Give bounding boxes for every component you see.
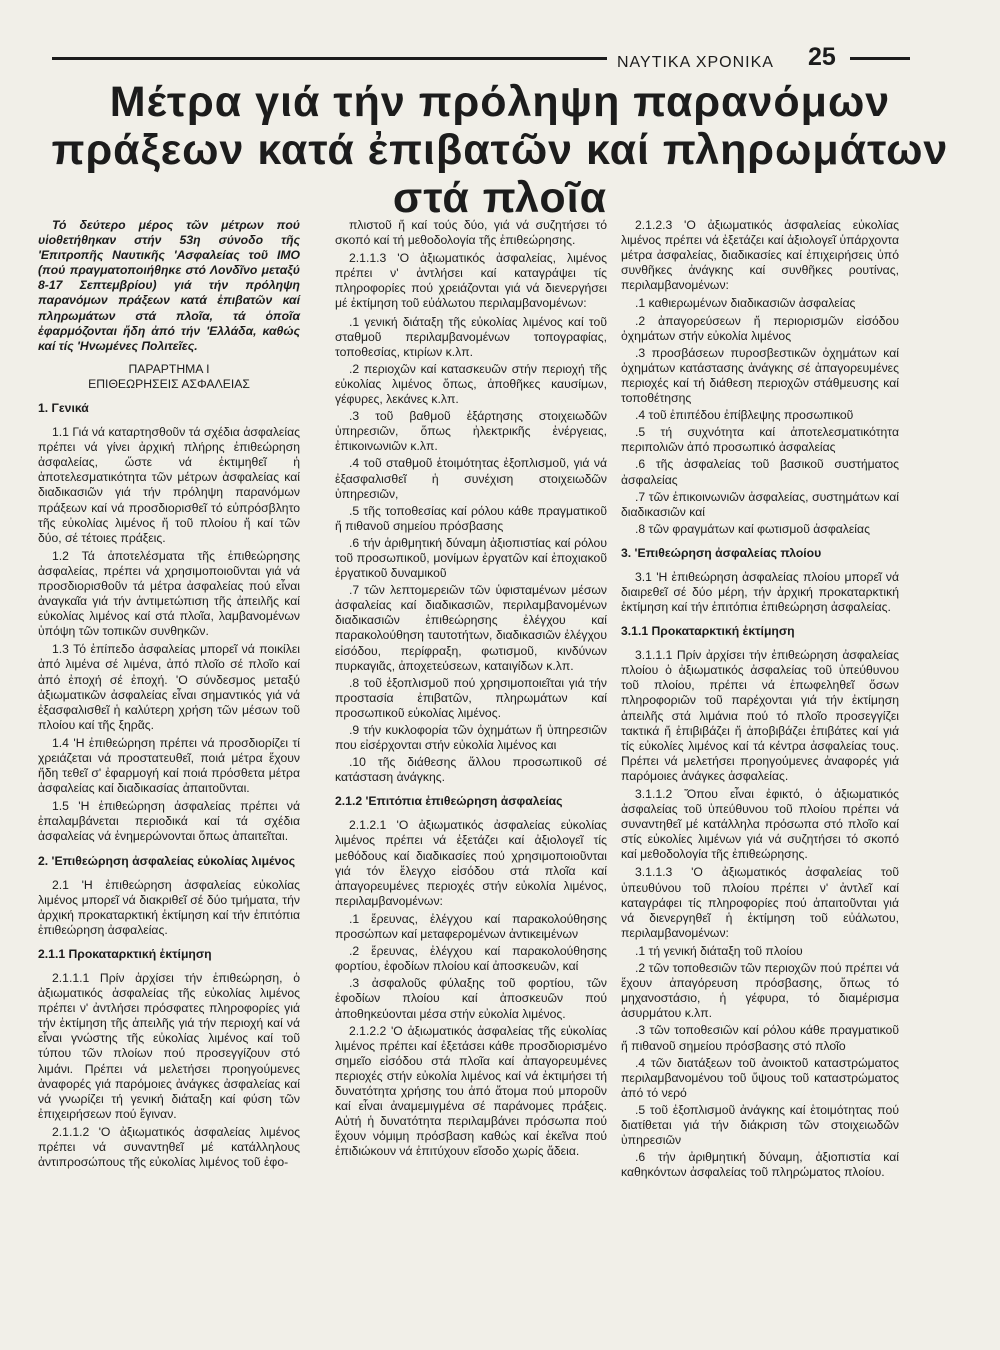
header-rule xyxy=(52,57,607,60)
list-item: .7 τῶν λεπτομερειῶν τῶν ὑφισταμένων μέσων ἀσφαλείας καί διαδικασιῶν, περιλαμβανομένων διαδικασιῶν ἐπιθεώρησης ἐλέγχου καί παρακολούθηση ταυτοτήτων, διαδικασιῶν ἐλέγχου εἰσόδου, περίφραξη, φωτισμοῦ, κινδύνων πυρκαγιᾶς, ἀποχετεύσεων, καταιγίδων κ.λπ. xyxy=(335,583,607,673)
paragraph: 3.1.1.1 Πρίν ἀρχίσει τήν ἐπιθεώρηση ἀσφαλείας πλοίου ὁ ἀξιωματικός ἀσφαλείας τοῦ ὑπεύθυνου τοῦ πλοίου, πρέπει νά ἐπωφεληθεῖ ὅσων πληροφοριῶν τοῦ παρέχονται γιά τήν ἐκτίμηση ἀπειλῆς στά λιμάνια πού τό πλοῖο προσεγγίζει τακτικά ἤ ἐπιβιβάζει ἤ ἀποβιβάζει ἐπιβάτες καί γιά τίς εὐκολίες λιμένος καί τά κέντρα ἀσφαλείας τους. Πρέπει νά μελετήσει προηγούμενες ἀναφορές γιά παρόμοιες ἀνάγκες ἀσφαλείας. xyxy=(621,648,899,783)
list-item: .8 τῶν φραγμάτων καί φωτισμοῦ ἀσφαλείας xyxy=(635,521,870,536)
list-item: .3 τοῦ βαθμοῦ ἐξάρτησης στοιχειωδῶν ὑπηρεσιῶν, ὅπως ἠλεκτρικῆς ἐνέργειας, ἐπικοινωνιῶν κ.λπ. xyxy=(335,409,607,454)
list-item: .3 ἀσφαλοῦς φύλαξης τοῦ φορτίου, τῶν ἐφοδίων πλοίου καί ἀποσκευῶν πού ἀποθηκεύονται μέσα στήν εὐκολία λιμένος. xyxy=(335,976,607,1021)
section-heading: 1. Γενικά xyxy=(38,401,89,416)
page-number: 25 xyxy=(808,43,836,71)
list-item: .8 τοῦ ἐξοπλισμοῦ πού χρησιμοποιεῖται γιά τήν προστασία ἐπιβατῶν, πληρωμάτων καί προσωπικοῦ εὐκολίας λιμένος. xyxy=(335,675,607,720)
list-item: .4 τοῦ σταθμοῦ ἑτοιμότητας ἐξοπλισμοῦ, γιά νά ἐξασφαλισθεῖ ἡ συνέχιση στοιχειωδῶν ὑπηρεσιῶν, xyxy=(335,456,607,501)
paragraph: 2.1.1.2 'Ο ἀξιωματικός ἀσφαλείας λιμένος πρέπει νά συναντηθεῖ μέ κατάλληλους ἀντιπροσώπους τῆς εὐκολίας λιμένος τοῦ ἐφο- xyxy=(38,1124,300,1170)
paragraph: 3.1.1.3 'Ο ἀξιωματικός ἀσφαλείας τοῦ ὑπευθύνου τοῦ πλοίου πρέπει ν' ἀντλεῖ καί καταγράφει τίς πληροφορίες πού ἀπαιτοῦνται γιά νά διενεργηθεῖ ἡ ἐκτίμηση τοῦ εὐάλωτου, περιλαμβανομένων: xyxy=(621,865,899,940)
list-item: .1 ἔρευνας, ἐλέγχου καί παρακολούθησης προσώπων καί μεταφερομένων ἀντικειμένων xyxy=(335,911,607,942)
list-item: .4 τοῦ ἐπιπέδου ἐπίβλεψης προσωπικοῦ xyxy=(635,408,854,423)
list xyxy=(335,912,607,1022)
column-3 xyxy=(621,218,899,1182)
paragraph: 1.5 'Η ἐπιθεώρηση ἀσφαλείας πρέπει νά ἐπαλαμβάνεται περιοδικά καί τά σχέδια ἀσφαλείας νά ἐνημερώνονται ὅπως ἀπαιτεῖται. xyxy=(38,799,300,844)
list xyxy=(335,315,607,786)
section-heading: 3. 'Επιθεώρηση ἀσφαλείας πλοίου xyxy=(621,545,822,560)
list-item: .1 γενική διάταξη τῆς εὐκολίας λιμένος καί τοῦ σταθμοῦ περιλαμβανομένων τοπογραφίας, τοποθεσίας, κτιρίων κ.λπ. xyxy=(335,314,607,359)
annex-heading xyxy=(38,362,300,392)
list-item: .10 τῆς διάθεσης ἄλλου προσωπικοῦ σέ κατάσταση ἀνάγκης. xyxy=(335,755,607,785)
list-item: .7 τῶν ἐπικοινωνιῶν ἀσφαλείας, συστημάτων καί διαδικασιῶν καί xyxy=(621,489,899,519)
list-item: .6 τήν ἀριθμητική δύναμη, ἀξιοπιστία καί καθηκόντων ἀσφαλείας τοῦ πληρώματος πλοίου. xyxy=(621,1150,899,1180)
magazine-name: ΝΑΥΤΙΚΑ ΧΡΟΝΙΚΑ xyxy=(617,54,774,71)
section-heading: 2.1.1 Προκαταρκτική ἐκτίμηση xyxy=(38,946,212,961)
list-item: .4 τῶν διατάξεων τοῦ ἀνοικτοῦ καταστρώματος περιλαμβανομένου τοῦ ὕψους τοῦ καταστρώματος ἀπό τό νερό xyxy=(621,1055,899,1100)
paragraph: 3.1.1.2 Ὅπου εἶναι ἐφικτό, ὁ ἀξιωματικός ἀσφαλείας τοῦ ὑπεύθυνου τοῦ πλοίου πρέπει νά συναντηθεῖ μέ κατάλληλα πρόσωπα στό πλοῖο καί στίς εὐκολίες λιμένων γιά νά συζητήσει τό σκοπό καί μεθοδολογία τῆς ἐπιθεώρησης. xyxy=(621,787,899,862)
section-heading: 3.1.1 Προκαταρκτική ἐκτίμηση xyxy=(621,624,795,639)
paragraph: 2.1.1.3 'Ο ἀξιωματικός ἀσφαλείας, λιμένος πρέπει ν' ἀντλήσει καί καταγράψει τίς πληροφορίες πού χρειάζονται γιά νά διενεργήσει μέ ἐκτίμηση τοῦ εὐάλωτου περιλαμβανομένων: xyxy=(335,251,607,311)
annex-title: ΠΑΡΑΡΤΗΜΑ Ι xyxy=(128,361,210,376)
paragraph: 2.1.1.1 Πρίν ἀρχίσει τήν ἐπιθεώρηση, ὁ ἀξιωματικός ἀσφαλείας τῆς εὐκολίας λιμένος πρέπει ν' ἀντλήσει πρόσφατες πληροφορίες γιά τήν ἐκτίμηση τῆς ἀπειλῆς γιά τήν περιοχή καί νά εἶναι γνώστης τῆς εὐκολίας λιμένος καί τοῦ τύπου τῶν πλοίων πού προσεγγίζουν στό λιμάνι. Πρέπει νά μελετήσει προηγούμενες ἀναφορές γιά παρόμοιες ἀνάγκες ἀσφαλείας καί νά γνωρίζει τή γενική διάταξη καί φύση τῶν ἐπιχειρήσεων πού ἔγιναν. xyxy=(38,970,300,1121)
paragraph: 2.1 'Η ἐπιθεώρηση ἀσφαλείας εὐκολίας λιμένος μπορεῖ νά διακριθεῖ σέ δύο τμήματα, τήν ἀρχική προκαταρκτική ἐκτίμηση καί τήν ἐπιτόπια ἐπιθεώρηση ἀσφαλείας. xyxy=(38,877,300,937)
list-item: .3 τῶν τοποθεσιῶν καί ρόλου κάθε πραγματικοῦ ἤ πιθανοῦ σημείου πρόσβασης στό πλοῖο xyxy=(621,1023,899,1053)
header-rule-right xyxy=(850,57,910,60)
list-item: .2 ἔρευνας, ἐλέγχου καί παρακολούθησης φορτίου, ἐφοδίων πλοίου καί ἀποσκευῶν, καί xyxy=(335,944,607,974)
list-item: .6 τῆς ἀσφαλείας τοῦ βασικοῦ συστήματος ἀσφαλείας xyxy=(621,457,899,487)
column-2 xyxy=(335,218,607,1162)
list xyxy=(621,944,899,1180)
list-item: .5 τῆς τοποθεσίας καί ρόλου κάθε πραγματικοῦ ἤ πιθανοῦ σημείου πρόσβασης xyxy=(335,503,607,533)
article-title: Μέτρα γιά τήν πρόληψη παρανόμων πράξεων κατά ἐπιβατῶν καί πληρωμάτων στά πλοῖα xyxy=(51,78,949,222)
paragraph: 2.1.2.3 'Ο ἀξιωματικός ἀσφαλείας εὐκολίας λιμένος πρέπει νά ἐξετάζει καί ἀξιολογεῖ ὑπάρχοντα μέτρα ἀσφαλείας, διαδικασίες καί ἐπιχειρήσεις ὑπό συνθῆκες ἀνάγκης καί συνθῆκες ρουτίνας, περιλαμβανομένων: xyxy=(621,218,899,293)
section-heading: 2.1.2 'Επιτόπια ἐπιθεώρηση ἀσφαλείας xyxy=(335,794,563,809)
list-item: .2 τῶν τοποθεσιῶν τῶν περιοχῶν πού πρέπει νά ἔχουν ἀπαγόρευση πρόσβασης, ὅπως τό μηχανοστάσιο, ἡ γέφυρα, τό διαμέρισμα ἀσυρμάτου κ.λπ. xyxy=(621,961,899,1021)
list xyxy=(621,296,899,536)
list-item: .6 τήν ἀριθμητική δύναμη ἀξιοπιστίας καί ρόλου τοῦ προσωπικοῦ, μονίμων ἐργατῶν καί ἐποχιακοῦ ἐργατικοῦ δυναμικοῦ xyxy=(335,535,607,581)
paragraph: 1.2 Τά ἀποτελέσματα τῆς ἐπιθεώρησης ἀσφαλείας, πρέπει νά χρησιμοποιοῦνται γιά νά προσδιορισθοῦν τά μέτρα ἀσφαλείας πού εἶναι ἀναγκαῖα γιά τήν ἀντιμετώπιση τῆς ἀπειλῆς καί εὐκολίας λιμένος καί στά πλοῖα, λαμβανομένων ὑπόψη τῶν τοπικῶν συνθηκῶν. xyxy=(38,548,300,639)
paragraph: 1.1 Γιά νά καταρτησθοῦν τά σχέδια ἀσφαλείας πρέπει νά γίνει ἀρχική πλήρης ἐπιθεώρηση ἀσφαλείας, ὥστε νά ἐκτιμηθεῖ ἡ ἀποτελεσματικότητα τῶν μέτρων ἀσφαλείας καί διαδικασιῶν γιά τήν πρόληψη παρανόμων πράξεων καί νά προσδιορισθεῖ τό εὐπρόσβλητο τῆς εὐκολίας λιμένος ἤ τοῦ πλοίου ἤ καί τῶν δύο, σέ τέτοιες πράξεις. xyxy=(38,425,300,545)
paragraph: πλιστοῦ ἤ καί τούς δύο, γιά νά συζητήσει τό σκοπό καί τή μεθοδολογία τῆς ἐπιθεώρησης. xyxy=(335,218,607,248)
article-lede: Τό δεύτερο μέρος τῶν μέτρων πού υἱοθετήθηκαν στήν 53η σύνοδο τῆς 'Επιτροπῆς Ναυτικῆς 'Ασφαλείας τοῦ ΙΜΟ (πού πραγματοποιήθηκε στό Λονδῖνο μεταξύ 8-17 Σεπτεμβρίου) γιά τήν πρόληψη παρανόμων πράξεων κατά ἐπιβατῶν καί πληρωμάτων στά πλοῖα, τά ὁποῖα ἐφαρμόζονται ἤδη ἀπό τήν 'Ελλάδα, καθώς καί τίς 'Ηνωμένες Πολιτεῖες. xyxy=(38,218,300,353)
section-heading: 2. 'Επιθεώρηση ἀσφαλείας εὐκολίας λιμένος xyxy=(38,853,296,868)
list-item: .3 προσβάσεων πυροσβεστικῶν ὀχημάτων καί ὀχημάτων κατάστασης ἀνάγκης σέ ἀπαγορευμένες περιοχές καί τή διάθεση περιοχῶν στάθμευσης καί τοποθέτησης xyxy=(621,345,899,406)
column-1 xyxy=(38,218,300,1173)
list-item: .5 τοῦ ἐξοπλισμοῦ ἀνάγκης καί ἑτοιμότητας πού διατίθεται γιά τήν διάκριση τῶν στοιχειωδῶν ὑπηρεσιῶν xyxy=(621,1102,899,1148)
list-item: .1 καθιερωμένων διαδικασιῶν ἀσφαλείας xyxy=(635,296,856,311)
paragraph: 1.3 Τό ἐπίπεδο ἀσφαλείας μπορεῖ νά ποικίλει ἀπό λιμένα σέ λιμένα, ἀπό πλοῖο σέ πλοῖο καί ἀπό ἐποχή σέ ἐποχή. 'Ο σύνδεσμος μεταξύ ἀξιωματικῶν ἀσφαλείας εἶναι σημαντικός γιά νά ἐξασφαλισθεῖ ἡ καλύτερη χρήση τῶν μέσων τοῦ πλοίου καί τῆς ξηρᾶς. xyxy=(38,642,300,732)
paragraph: 2.1.2.1 'Ο ἀξιωματικός ἀσφαλείας εὐκολίας λιμένος πρέπει νά ἐξετάζει καί ἀξιολογεῖ τίς μεθόδους καί διαδικασίες πού χρησιμοποιοῦνται γιά τόν ἔλεγχο εἰσόδου στά πλοῖα καί ἀπαγορευμένες περιοχές στήν εὐκολία λιμένος, περιλαμβανομένων: xyxy=(335,818,607,908)
paragraph: 1.4 'Η ἐπιθεώρηση πρέπει νά προσδιορίζει τί χρειάζεται νά προστατευθεῖ, ποιά μέτρα ἔχουν ἤδη τεθεῖ σ' ἐφαρμογή καί ποιά πρόσθετα μέτρα ἀσφαλείας καί διαδικασίας ἀπαιτοῦνται. xyxy=(38,735,300,796)
list-item: .5 τή συχνότητα καί ἀποτελεσματικότητα περιπολιῶν ἀπό προσωπικό ἀσφαλείας xyxy=(621,425,899,455)
list-item: .2 περιοχῶν καί κατασκευῶν στήν περιοχή τῆς εὐκολίας λιμένος ὅπως, ἀποθῆκες καυσίμων, γέφυρες, λεκάνες κ.λπ. xyxy=(335,361,607,407)
list-item: .9 τήν κυκλοφορία τῶν ὀχημάτων ἤ ὑπηρεσιῶν που εἰσέρχονται στήν εὐκολία λιμένος και xyxy=(335,723,607,753)
paragraph: 3.1 'Η ἐπιθεώρηση ἀσφαλείας πλοίου μπορεῖ νά διαιρεθεῖ σέ δύο μέρη, τήν ἀρχική προκαταρκτική ἐκτίμηση καί τήν ἐπιτόπια ἐπιθεώρηση ἀσφαλείας. xyxy=(621,569,899,615)
annex-subtitle: ΕΠΙΘΕΩΡΗΣΕΙΣ ΑΣΦΑΛΕΙΑΣ xyxy=(88,376,250,391)
list-item: .2 ἀπαγορεύσεων ἤ περιορισμῶν εἰσόδου ὀχημάτων στήν εὐκολία λιμένος xyxy=(621,313,899,343)
paragraph: 2.1.2.2 'Ο ἀξιωματικός ἀσφαλείας τῆς εὐκολίας λιμένος πρέπει καί ἐξετάσει κάθε προσδιορισμένο σημεῖο εἰσόδου στά πλοῖα καί ἀπαγορευμένες περιοχές στήν εὐκολία λιμένος καί νά ἐκτιμήσει τή δυνατότητα χρήσης του ἀπό ἄτομα πού μποροῦν καί εἶναι ἀναμεμιγμένα σέ παράνομες πράξεις. Αὐτή ἡ δυνατότητα περιλαμβάνει πρόσωπα πού ἔχουν νόμιμη πρόσβαση καθώς καί ἐκεῖνα πού ἐπιδιώκουν νά ἐπιτύχουν εἴσοδο χωρίς ἄδεια. xyxy=(335,1023,607,1159)
list-item: .1 τή γενική διάταξη τοῦ πλοίου xyxy=(635,943,803,958)
